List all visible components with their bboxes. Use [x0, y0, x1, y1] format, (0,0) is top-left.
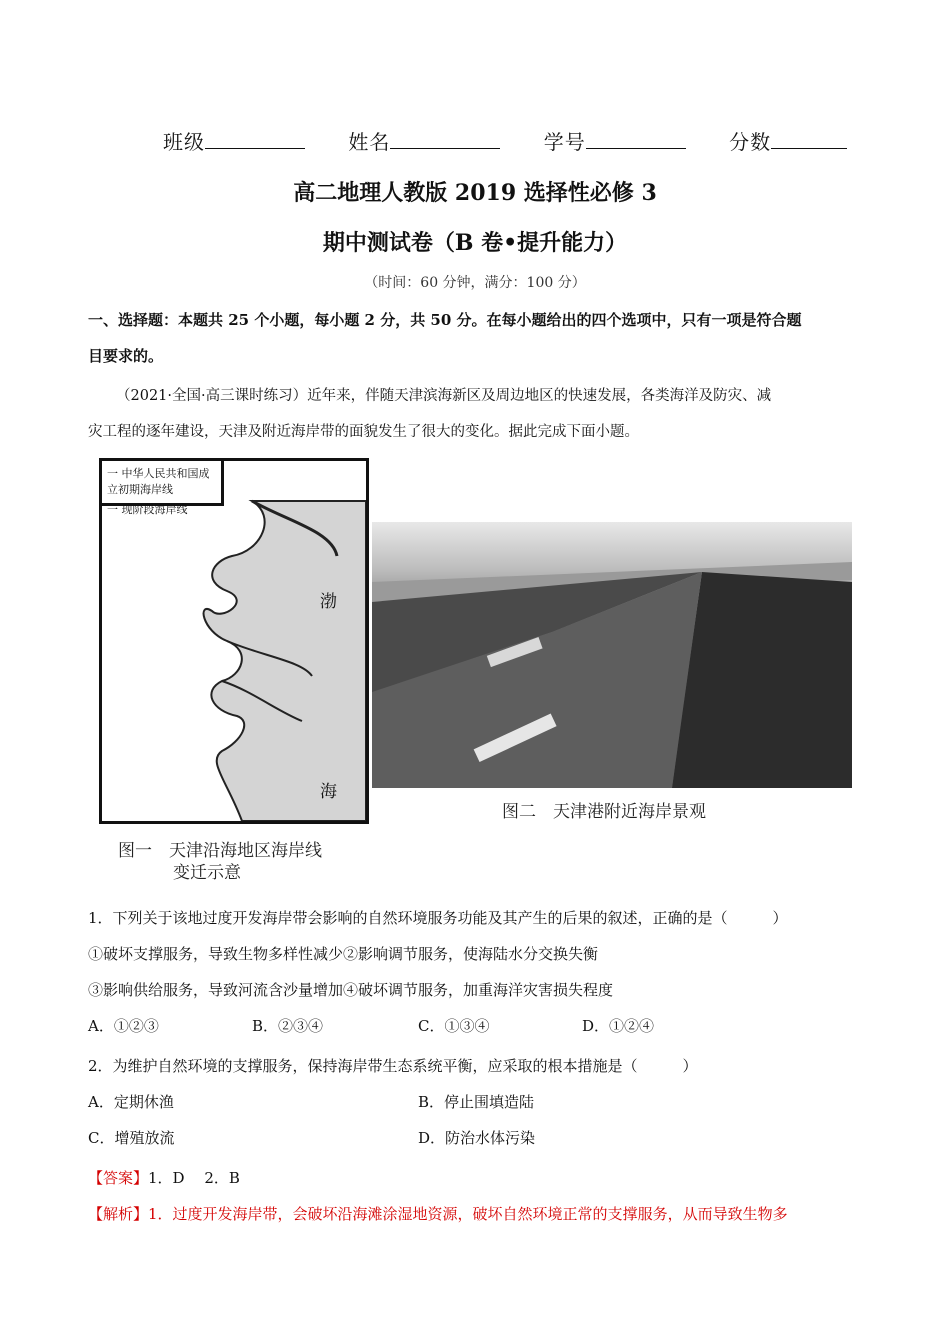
student-info-row	[163, 126, 847, 155]
question-1	[88, 900, 868, 1044]
question-2-options-row2	[88, 1120, 868, 1156]
student-id-field[interactable]: 学号	[544, 130, 686, 154]
question-2-stem: 2．为维护自然环境的支撑服务，保持海岸带生态系统平衡，应采取的根本措施是（ ）	[88, 1057, 698, 1075]
question-1-stem: 1．下列关于该地过度开发海岸带会影响的自然环境服务功能及其产生的后果的叙述，正确的是（ ）	[88, 909, 788, 927]
q2-option-d[interactable]: D．防治水体污染	[418, 1129, 536, 1147]
score-field[interactable]: 分数	[729, 130, 847, 154]
name-field[interactable]: 姓名	[348, 130, 500, 154]
section-heading: 一、选择题：本题共 25 个小题，每小题 2 分，共 50 分。在每小题给出的四个选项中，只有一项是符合题 目要求的。	[88, 311, 802, 365]
question-1-statements-b: ③影响供给服务，导致河流含沙量增加④破坏调节服务，加重海洋灾害损失程度	[88, 981, 614, 999]
map-legend: 一 中华人民共和国成立初期海岸线 一 现阶段海岸线	[99, 458, 224, 506]
analysis-line	[88, 1196, 868, 1232]
answer-tag: 【答案】	[88, 1169, 149, 1187]
right-container-yard	[672, 572, 852, 788]
q2-option-a[interactable]: A．定期休渔	[88, 1093, 174, 1111]
q2-option-b[interactable]: B．停止围填造陆	[418, 1093, 535, 1111]
class-field[interactable]: 班级	[163, 130, 305, 154]
figure2-caption: 图二 天津港附近海岸景观	[502, 802, 706, 822]
exam-title: 高二地理人教版 2019 选择性必修 3	[293, 180, 657, 206]
exam-time-score: （时间：60 分钟，满分：100 分）	[364, 275, 586, 291]
port-photo	[372, 522, 852, 788]
intro-paragraph: （2021·全国·高三课时练习）近年来，伴随天津滨海新区及周边地区的快速发展，各类海洋及防灾、减 灾工程的逐年建设，天津及附近海岸带的面貌发生了很大的变化。据此完成下面小题。	[88, 388, 772, 440]
q1-option-a[interactable]: A．①②③	[88, 1017, 159, 1035]
answer-text: 1．D 2．B	[148, 1169, 240, 1187]
question-2-options-row1	[88, 1084, 868, 1120]
port-photo-graphic	[372, 522, 852, 788]
sea-label-bo: 渤	[320, 592, 337, 612]
question-1-options	[88, 1008, 868, 1044]
figure1-caption: 图一 天津沿海地区海岸线 变迁示意	[118, 841, 322, 883]
question-2	[88, 1048, 868, 1156]
answer-line	[88, 1160, 868, 1196]
q1-option-b[interactable]: B．②③④	[252, 1017, 324, 1035]
sea-label-hai: 海	[320, 782, 337, 802]
q1-option-c[interactable]: C．①③④	[418, 1017, 490, 1035]
analysis-text: 1．过度开发海岸带，会破坏沿海滩涂湿地资源，破坏自然环境正常的支撑服务，从而导致生物多	[148, 1205, 788, 1223]
coastline-map	[99, 458, 369, 824]
exam-subtitle: 期中测试卷（B 卷•提升能力）	[322, 230, 628, 256]
question-1-statements-a: ①破坏支撑服务，导致生物多样性减少②影响调节服务，使海陆水分交换失衡	[88, 945, 599, 963]
q2-option-c[interactable]: C．增殖放流	[88, 1129, 175, 1147]
analysis-tag: 【解析】	[88, 1205, 149, 1223]
q1-option-d[interactable]: D．①②④	[582, 1017, 655, 1035]
